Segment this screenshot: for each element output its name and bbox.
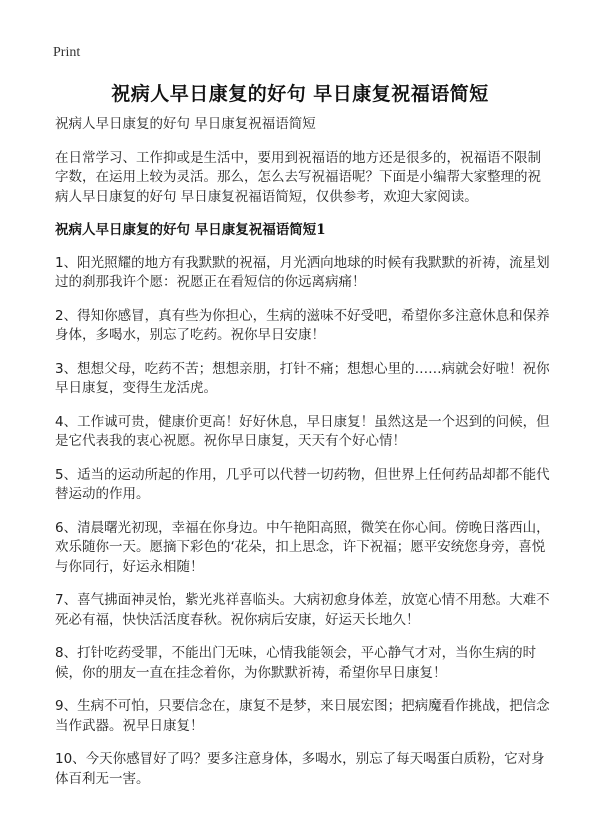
- list-item: 7、喜气拂面神灵怡，紫光兆祥喜临头。大病初愈身体差，放宽心情不用愁。大难不死必有福，快快活活度春秋。祝你病后安康，好运天长地久！: [55, 592, 550, 628]
- print-link[interactable]: Print: [53, 45, 81, 60]
- list-item: 2、得知你感冒，真有些为你担心，生病的滋味不好受吧，希望你多注意休息和保养身体，多喝水，别忘了吃药。祝你早日安康！: [55, 307, 550, 343]
- article-body: [55, 115, 551, 803]
- list-item: 3、想想父母，吃药不苦；想想亲朋，打针不痛；想想心里的……病就会好啦！祝你早日康复，变得生龙活虎。: [55, 360, 550, 396]
- list-item: 9、生病不可怕，只要信念在，康复不是梦，来日展宏图；把病魔看作挑战，把信念当作武器。祝早日康复！: [55, 698, 550, 734]
- page-title: 祝病人早日康复的好句 早日康复祝福语简短: [111, 83, 489, 105]
- list-item: 5、适当的运动所起的作用，几乎可以代替一切药物，但世界上任何药品却都不能代替运动的作用。: [55, 466, 550, 502]
- list-item: 10、今天你感冒好了吗？要多注意身体，多喝水，别忘了每天喝蛋白质粉，它对身体百利无一害。: [55, 751, 545, 787]
- list-item: 6、清晨曙光初现，幸福在你身边。中午艳阳高照，微笑在你心间。傍晚日落西山，欢乐随你一天。愿摘下彩色的‘花朵，扣上思念，许下祝福；愿平安统您身旁，喜悦与你同行，好运永相随！: [55, 519, 550, 575]
- list-item: 4、工作诚可贵，健康价更高！好好休息，早日康复！虽然这是一个迟到的问候，但是它代表我的衷心祝愿。祝你早日康复，天天有个好心情！: [55, 413, 550, 449]
- article-subtitle: 祝病人早日康复的好句 早日康复祝福语简短: [55, 116, 316, 132]
- list-item: 8、打针吃药受罪，不能出门无味，心情我能领会，平心静气才对，当你生病的时候，你的朋友一直在挂念着你，为你默默祈祷，希望你早日康复！: [55, 645, 537, 681]
- intro-paragraph: 在日常学习、工作抑或是生活中，要用到祝福语的地方还是很多的，祝福语不限制字数，在运用上较为灵活。那么，怎么去写祝福语呢？下面是小编帮大家整理的祝病人早日康复的好句 早日康复祝福语简短，仅供参考，欢迎大家阅读。: [55, 149, 541, 205]
- section-heading: 祝病人早日康复的好句 早日康复祝福语简短1: [55, 222, 326, 238]
- list-item: 1、阳光照耀的地方有我默默的祝福，月光洒向地球的时候有我默默的祈祷，流星划过的刹那我许个愿：祝愿正在看短信的你远离病痛！: [55, 254, 550, 290]
